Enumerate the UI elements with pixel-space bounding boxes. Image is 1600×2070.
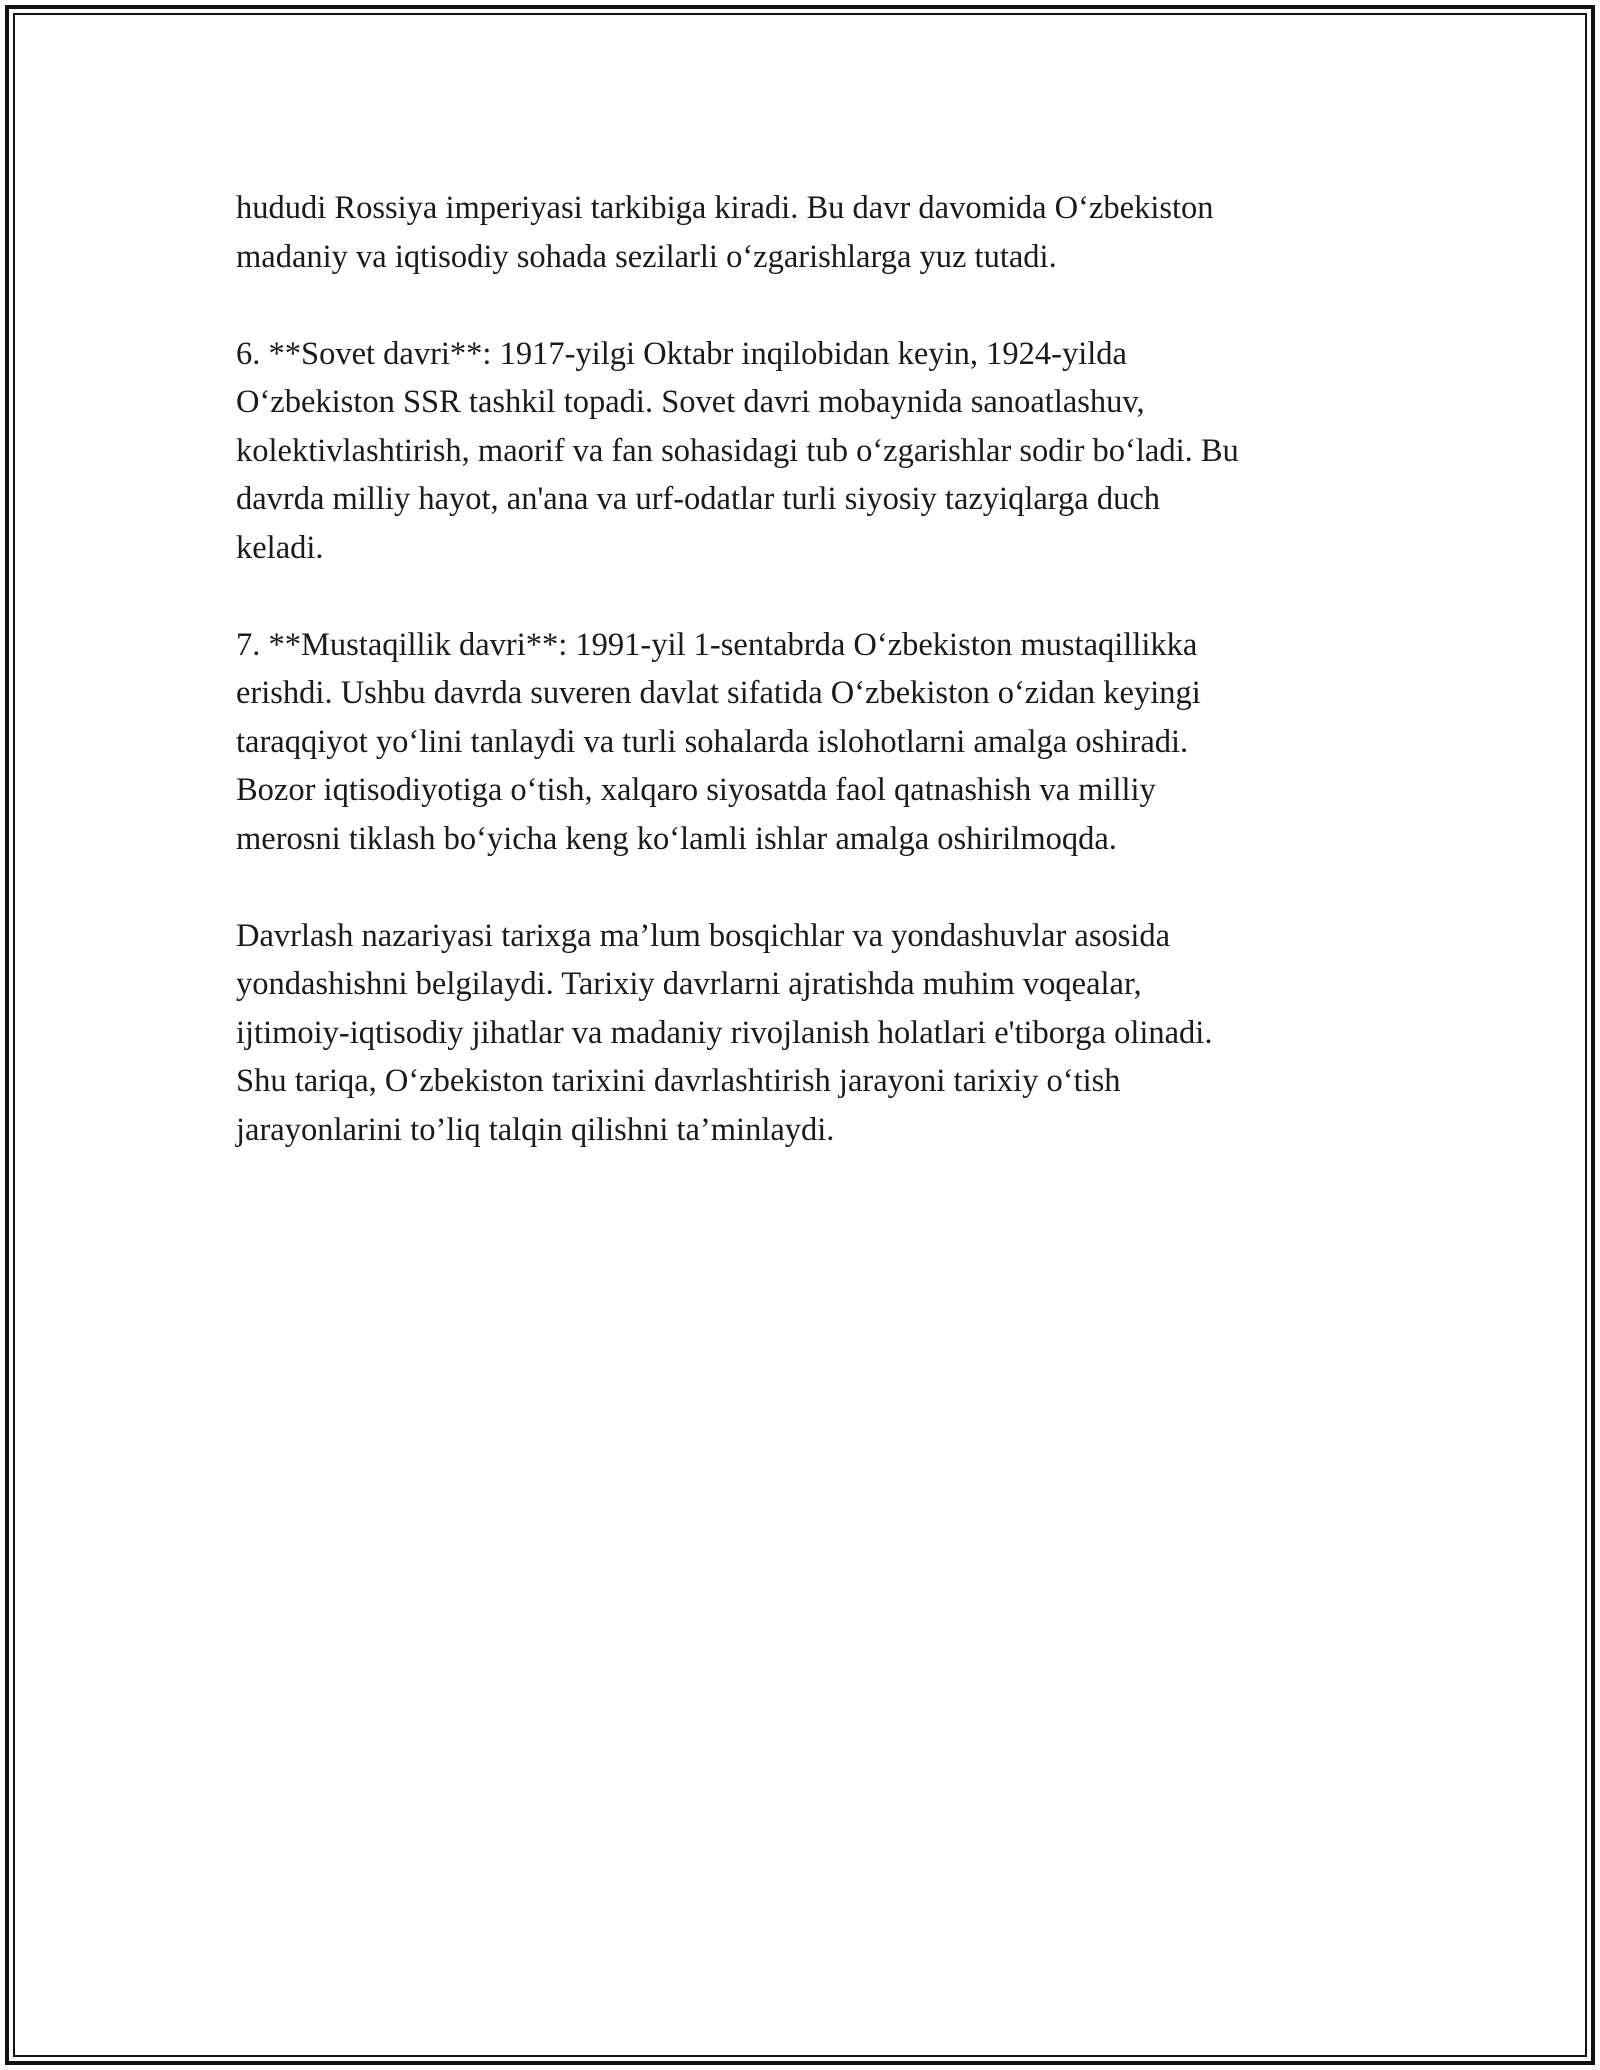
- text-line: keladi.: [236, 529, 324, 566]
- text-line: jarayonlarini to’liq talqin qilishni ta’minlaydi.: [236, 1111, 835, 1148]
- text-line: Bozor iqtisodiyotiga o‘tish, xalqaro siyosatda faol qatnashish va milliy: [236, 772, 1156, 808]
- text-line: erishdi. Ushbu davrda suveren davlat sifatida O‘zbekiston o‘zidan keyingi: [236, 675, 1201, 711]
- text-line: Davrlash nazariyasi tarixga ma’lum bosqichlar va yondashuvlar asosida: [236, 917, 1171, 954]
- text-line: merosni tiklash bo‘yicha keng ko‘lamli ishlar amalga oshirilmoqda.: [236, 820, 1117, 857]
- text-line: davrda milliy hayot, an'ana va urf-odatlar turli siyosiy tazyiqlarga duch: [236, 481, 1160, 517]
- text-line: ijtimoiy-iqtisodiy jihatlar va madaniy rivojlanish holatlari e'tiborga olinadi.: [236, 1014, 1213, 1051]
- text-line: 7. **Mustaqillik davri**: 1991-yil 1-sentabrda O‘zbekiston mustaqillikka: [236, 626, 1198, 663]
- text-line: kolektivlashtirish, maorif va fan sohasidagi tub o‘zgarishlar sodir bo‘ladi. Bu: [236, 432, 1239, 469]
- paragraph-soviet-period: [236, 330, 1396, 573]
- text-line: Shu tariqa, O‘zbekiston tarixini davrlashtirish jarayoni tarixiy o‘tish: [236, 1063, 1121, 1099]
- text-line: 6. **Sovet davri**: 1917-yilgi Oktabr inqilobidan keyin, 1924-yilda: [236, 335, 1127, 372]
- document-body: [236, 184, 1396, 1203]
- text-line: yondashishni belgilaydi. Tarixiy davrlarni ajratishda muhim voqealar,: [236, 966, 1142, 1002]
- text-line: taraqqiyot yo‘lini tanlaydi va turli sohalarda islohotlarni amalga oshiradi.: [236, 723, 1189, 760]
- paragraph-independence-period: [236, 621, 1396, 864]
- paragraph-russian-empire: [236, 184, 1396, 281]
- text-line: hududi Rossiya imperiyasi tarkibiga kiradi. Bu davr davomida O‘zbekiston: [236, 190, 1214, 226]
- paragraph-periodization-theory: [236, 912, 1396, 1155]
- text-line: O‘zbekiston SSR tashkil topadi. Sovet davri mobaynida sanoatlashuv,: [236, 384, 1145, 420]
- text-line: madaniy va iqtisodiy sohada sezilarli o‘zgarishlarga yuz tutadi.: [236, 238, 1057, 275]
